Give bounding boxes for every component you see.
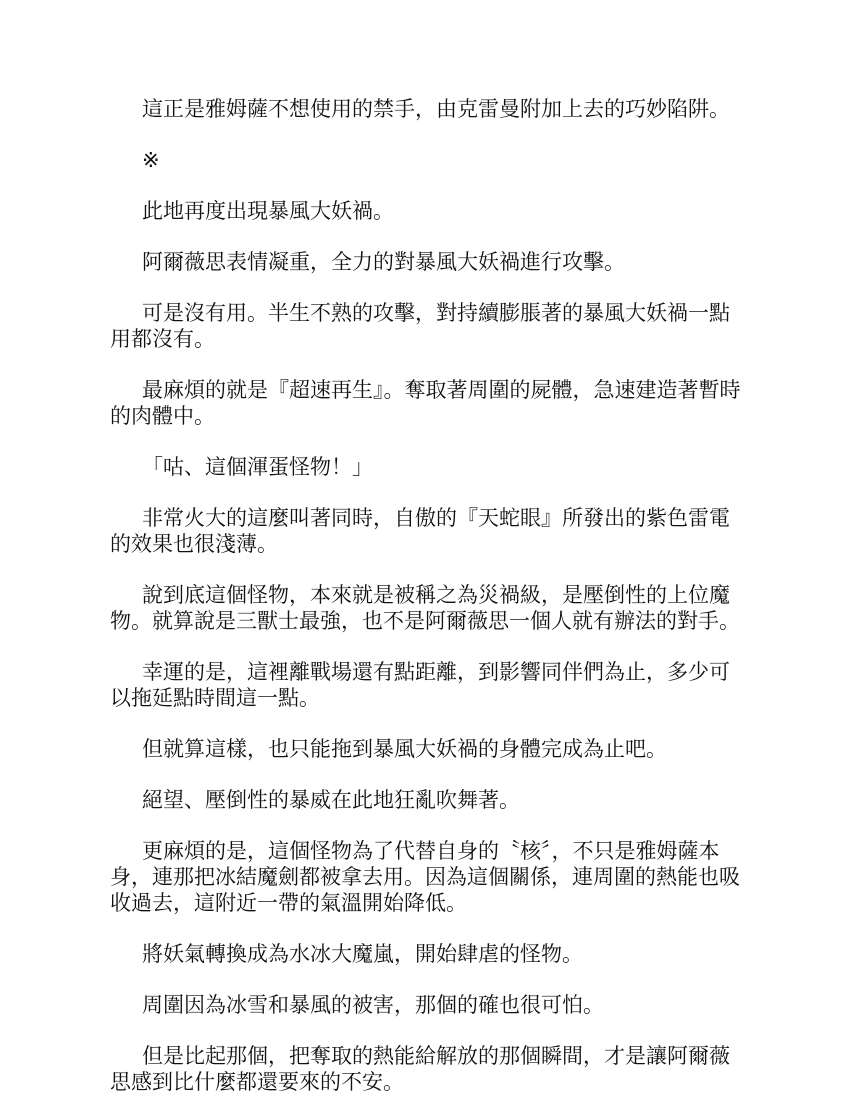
paragraph: 更麻煩的是，這個怪物為了代替自身的〝核〞，不只是雅姆薩本身，連那把冰結魔劍都被拿去用。因為這個關係，連周圍的熱能也吸收過去，這附近一帶的氣溫開始降低。 (110, 839, 740, 915)
paragraph: 但就算這樣，也只能拖到暴風大妖禍的身體完成為止吧。 (142, 737, 667, 761)
paragraph: 說到底這個怪物，本來就是被稱之為災禍級，是壓倒性的上位魔物。就算說是三獸士最強，也不是阿爾薇思一個人就有辦法的對手。 (110, 583, 740, 633)
paragraph: 最麻煩的就是『超速再生』。奪取著周圍的屍體，急速建造著暫時的肉體中。 (110, 378, 741, 428)
paragraph: 阿爾薇思表情凝重，全力的對暴風大妖禍進行攻擊。 (142, 250, 625, 274)
paragraph: 周圍因為冰雪和暴風的被害，那個的確也很可怕。 (142, 993, 604, 1017)
section-break: ※ (142, 148, 160, 172)
paragraph: 此地再度出現暴風大妖禍。 (142, 199, 394, 223)
paragraph: 但是比起那個，把奪取的熱能給解放的那個瞬間，才是讓阿爾薇思感到比什麼都還要來的不安。 (110, 1044, 730, 1094)
paragraph: 非常火大的這麼叫著同時，自傲的『天蛇眼』所發出的紫色雷電的效果也很淺薄。 (110, 506, 730, 556)
text-body (110, 96, 750, 1120)
paragraph: 可是沒有用。半生不熟的攻擊，對持續膨脹著的暴風大妖禍一點用都沒有。 (110, 301, 730, 351)
paragraph: 幸運的是，這裡離戰場還有點距離，到影響同伴們為止，多少可以拖延點時間這一點。 (110, 660, 730, 710)
paragraph: 絕望、壓倒性的暴威在此地狂亂吹舞著。 (142, 788, 520, 812)
paragraph: 將妖氣轉換成為水冰大魔嵐，開始肆虐的怪物。 (142, 942, 583, 966)
dialogue-line: 「咕、這個渾蛋怪物！」 (142, 455, 373, 479)
paragraph: 這正是雅姆薩不想使用的禁手，由克雷曼附加上去的巧妙陷阱。 (142, 97, 730, 121)
